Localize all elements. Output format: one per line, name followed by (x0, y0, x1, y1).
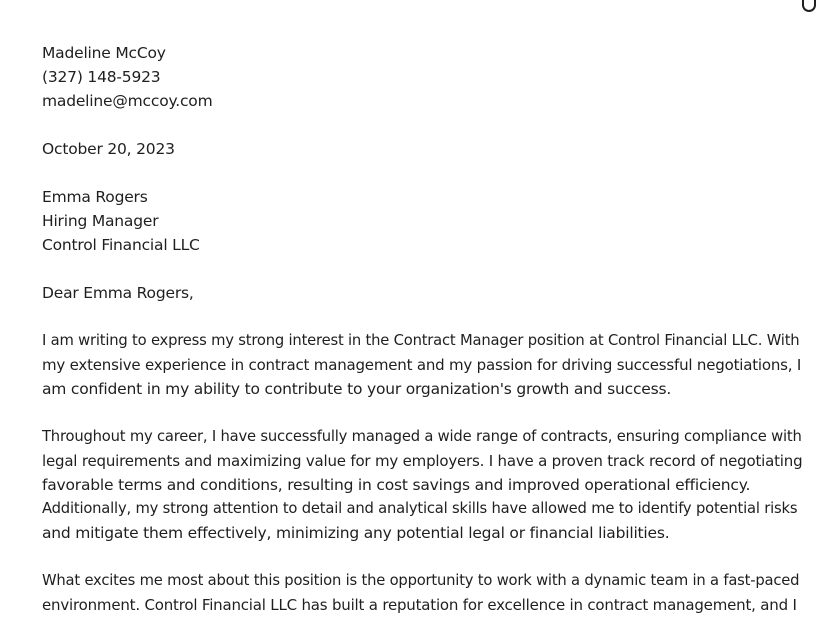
sender-phone: (327) 148-5923 (42, 68, 161, 86)
recipient-block (42, 185, 802, 257)
paragraph-line: favorable terms and conditions, resulting in cost savings and improved operational efficiency. (42, 476, 751, 494)
paragraph-2 (42, 425, 802, 545)
recipient-company: Control Financial LLC (42, 236, 200, 254)
paragraph-3 (42, 569, 802, 617)
salutation: Dear Emma Rogers, (42, 284, 194, 302)
sender-name: Madeline McCoy (42, 44, 166, 62)
paragraph-line: my extensive experience in contract management and my passion for driving successful negotiations, I (42, 356, 802, 374)
paragraph-line: Throughout my career, I have successfully managed a wide range of contracts, ensuring compliance with (42, 428, 802, 445)
recipient-title: Hiring Manager (42, 212, 159, 230)
paragraph-line: legal requirements and maximizing value for my employers. I have a proven track record of negotiating (42, 452, 803, 470)
cover-letter (42, 41, 802, 617)
sender-block (42, 41, 802, 113)
attachment-icon[interactable] (802, 0, 816, 12)
paragraph-line: am confident in my ability to contribute to your organization's growth and success. (42, 380, 672, 398)
paragraph-1 (42, 329, 802, 401)
letter-date: October 20, 2023 (42, 140, 175, 158)
recipient-name: Emma Rogers (42, 188, 148, 206)
sender-email: madeline@mccoy.com (42, 92, 213, 110)
paragraph-line: Additionally, my strong attention to detail and analytical skills have allowed me to identify potential risks (42, 500, 798, 517)
paragraph-line: I am writing to express my strong interest in the Contract Manager position at Control Financial LLC. With (42, 332, 800, 349)
paragraph-line: What excites me most about this position is the opportunity to work with a dynamic team in a fast-paced (42, 572, 800, 589)
paragraph-line: environment. Control Financial LLC has built a reputation for excellence in contract management, and I (42, 596, 797, 614)
paragraph-line: and mitigate them effectively, minimizing any potential legal or financial liabilities. (42, 524, 670, 542)
